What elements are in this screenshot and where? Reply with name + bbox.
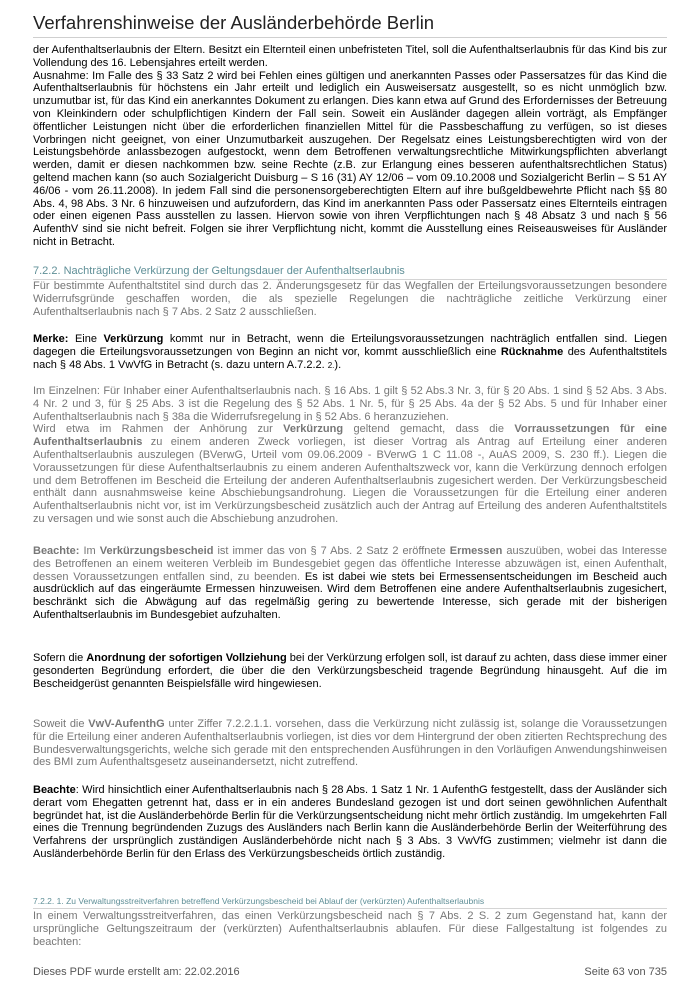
merke-note: Merke: Eine Verkürzung kommt nur in Betracht, wenn die Erteilungsvoraussetzungen nachträglich entfallen sind. Liegen dagegen die Erteilungsvoraussetzungen von Beginn an nicht vor, kommt ausschließlich eine Rücknahme des Aufenthaltstitels nach § 48 Abs. 1 VwVfG in Betracht (s. dazu untern A.7.2.2. 2.).	[33, 333, 667, 371]
beachte-zustaendigkeit-note: Beachte: Wird hinsichtlich einer Aufenthaltserlaubnis nach § 28 Abs. 1 Satz 1 Nr. 1 AufenthG festgestellt, dass der Ausländer sich derart vom Ehegatten getrennt hat, dass er in ein anderes Bundesland gezogen ist und dort seinen gewöhnlichen Aufenthalt begründet hat, ist die Ausländerbehörde Berlin für die Verkürzungsentscheidung nicht mehr örtlich zuständig. Im umgekehrten Fall eines die Trennung begründenden Zuzugs des Ausländers nach Berlin kann die Ausländerbehörde Berlin der Weiterführung des Verfahrens der ursprünglich zuständigen Ausländerbehörde nicht nach § 3 Abs. 3 VwVfG zustimmen; vielmehr ist dann die Ausländerbehörde Berlin für den Erlass des Verkürzungsbescheids örtlich zuständig.	[33, 784, 667, 860]
widerruf-paragraph: Für bestimmte Aufenthaltstitel sind durch das 2. Änderungsgesetz für das Wegfallen der Erteilungsvoraussetzungen besondere Widerrufsgründe geschaffen worden, die als spezielle Regelungen die nachträgliche zeitliche Verkürzung einer Aufenthaltserlaubnis nach § 7 Abs. 2 Satz 2 ausschließen.	[33, 280, 667, 318]
intro-paragraph: der Aufenthaltserlaubnis der Eltern. Besitzt ein Elternteil einen unbefristeten Titel, soll die Aufenthaltserlaubnis für das Kind bis zur Vollendung des 16. Lebensjahres erteilt werden.	[33, 44, 667, 69]
sofortige-vollziehung-paragraph: Sofern die Anordnung der sofortigen Vollziehung bei der Verkürzung erfolgen soll, ist darauf zu achten, dass diese immer einer gesonderten Begründung erfordert, die über die den Verkürzungsbescheid tragende Begründung hinausgeht. Auf die im Bescheidgerüst genannten Beispielsfälle wird hingewiesen.	[33, 652, 667, 690]
page-footer	[33, 966, 667, 979]
footer-page-number: Seite 63 von 735	[584, 966, 667, 978]
page-title: Verfahrenshinweise der Ausländerbehörde Berlin	[33, 12, 667, 38]
einzelnen-paragraph: Im Einzelnen: Für Inhaber einer Aufenthaltserlaubnis nach. § 16 Abs. 1 gilt § 52 Abs.3 Nr. 3, für § 20 Abs. 1 sind § 52 Abs. 3 Abs. 4 Nr. 2 und 3, für § 25 Abs. 3 ist die Regelung des § 52 Abs. 1 Nr. 5, für § 25 Abs. 4a der § 52 Abs. 5 und für Inhaber einer Aufenthaltserlaubnis nach § 38a die Widerrufsregelung in § 52 Abs. 6 heranzuziehen. Wird etwa im Rahmen der Anhörung zur Verkürzung geltend gemacht, dass die Vorraussetzungen für eine Aufenthaltserlaubnis zu einem anderen Zweck vorliegen, ist dieser Vortrag als Antrag auf Erteilung einer anderen Aufenthaltserlaubnis auszulegen (BVerwG, Urteil vom 09.06.2009 - BVerwG 1 C 11.08 -, AuAS 2009, S. 230 ff.). Liegen die Voraussetzungen für diese Aufenthaltserlaubnis zu einem anderen Aufenthaltszweck vor, kann die Verkürzung dennoch erfolgen und dem Betroffenen im Bescheid die Erteilung der anderen Aufenthaltserlaubnis zugesichert werden. Der Verkürzungsbescheid enthält dann ausnahmsweise keine Abschiebungsandrohung. Liegen die Voraussetzungen für die Erteilung einer anderen Aufenthaltserlaubnis nicht vor, ist im Verkürzungsbescheid zusätzlich auch der Antrag auf Erteilung des anderen Aufenthaltstitels zu versagen und wie sonst auch die Abschiebung anzudrohen.	[33, 385, 668, 525]
anhoerung-paragraph: Wird etwa im Rahmen der Anhörung zur Verkürzung geltend gemacht, dass die Vorraussetzungen für eine Aufenthaltserlaubnis zu einem anderen Zweck vorliegen, ist dieser Vortrag als Antrag auf Erteilung einer anderen Aufenthaltserlaubnis auszulegen (BVerwG, Urteil vom 09.06.2009 - BVerwG 1 C 11.08 -, AuAS 2009, S. 230 ff.). Liegen die Voraussetzungen für diese Aufenthaltserlaubnis zu einem anderen Aufenthaltszweck vor, kann die Verkürzung dennoch erfolgen und dem Betroffenen im Bescheid die Erteilung der anderen Aufenthaltserlaubnis zugesichert werden. Der Verkürzungsbescheid enthält dann ausnahmsweise keine Abschiebungsandrohung. Liegen die Voraussetzungen für die Erteilung einer anderen Aufenthaltserlaubnis nicht vor, ist im Verkürzungsbescheid zusätzlich auch der Antrag auf Erteilung des anderen Aufenthaltstitels zu versagen und wie sonst auch die Abschiebung anzudrohen.	[33, 423, 668, 525]
document-page	[33, 0, 667, 990]
merke-label: Merke:	[33, 333, 69, 345]
intro-section	[33, 44, 667, 249]
footer-created-date: Dieses PDF wurde erstellt am: 22.02.2016	[33, 966, 240, 978]
verwaltungsstreit-paragraph: In einem Verwaltungsstreitverfahren, das einen Verkürzungsbescheid nach § 7 Abs. 2 S. 2 zum Gegenstand hat, kann der ursprüngliche Geltungszeitraum der (verkürzten) Aufenthaltserlaubnis ablaufen. Für diese Fallgestaltung ist folgendes zu beachten:	[33, 910, 667, 948]
section-heading-7-2-2-1: 7.2.2. 1. Zu Verwaltungsstreitverfahren betreffend Verkürzungsbescheid bei Ablauf der (verkürzten) Aufenthaltserlaubnis	[33, 896, 667, 909]
ausnahme-paragraph: Ausnahme: Im Falle des § 33 Satz 2 wird bei Fehlen eines gültigen und anerkannten Passes oder Passersatzes für das Kind die Aufenthaltserlaubnis für höchstens ein Jahr erteilt und lediglich ein Ausweisersatz ausgestellt, so es nicht unmöglich bzw. unzumutbar ist, für das Kind ein anerkanntes Dokument zu erlangen. Dies kann etwa auf Grund des Erfordernisses der Betreuung von Kleinkindern oder schulpflichtigen Kindern der Fall sein. Soweit ein Ausländer dagegen allein vorträgt, als Empfänger öffentlicher Leistungen nicht über die erforderlichen finanziellen Mittel für die Passbeschaffung zu verfügen, so ist dieses Vorbringen nicht geeignet, von einer Unzumutbarkeit auszugehen. Der Regelsatz eines Leistungsberechtigten wird von der Leistungsbehörde anlassbezogen aufgestockt, wenn dem Betroffenen verwaltungsrechtliche Mitwirkungspflichten abverlangt werden, damit er diesen nachkommen bzw. seine Rechte (z.B. zur Erlangung eines besseren aufenthaltsrechtlichen Status) geltend machen kann (so auch Sozialgericht Duisburg – S 16 (31) AY 12/06 – vom 09.10.2008 und Sozialgericht Berlin – S 51 AY 46/06 - vom 26.11.2008). In jedem Fall sind die personensorgeberechtigten Eltern auf ihre bußgeldbewehrte Pflicht nach §§ 80 Abs. 4, 98 Abs. 3 Nr. 6 hinzuweisen und aufzufordern, das Kind im anerkannten Pass oder Passersatz eines Elternteils eintragen oder einen eigenen Pass ausstellen zu lassen. Hiervon sowie von ihren Verpflichtungen nach § 48 Absatz 3 und nach § 56 AufenthV sind sie nicht befreit. Folgen sie ihrer Verpflichtung nicht, kommt die Ausstellung eines Reiseausweises für Ausländer nicht in Betracht.	[33, 69, 667, 248]
vwv-paragraph: Soweit die VwV-AufenthG unter Ziffer 7.2.2.1.1. vorsehen, dass die Verkürzung nicht zulässig ist, solange die Voraussetzungen für die Erteilung einer anderen Aufenthaltserlaubnis vorliegen, ist dies vor dem Hintergrund der oben zitierten Rechtsprechung des Bundesverwaltungsgerichts, welche sich gerade mit den entsprechenden Ausführungen in den Vorläufigen Anwendungshinweisen des BMI zum Aufenthaltsgesetz auseinandersetzt, nicht zutreffend.	[33, 718, 667, 769]
section-heading-7-2-2: 7.2.2. Nachträgliche Verkürzung der Geltungsdauer der Aufenthaltserlaubnis	[33, 265, 667, 280]
beachte-ermessen-note: Beachte: Im Verkürzungsbescheid ist immer das von § 7 Abs. 2 Satz 2 eröffnete Ermessen auszuüben, wobei das Interesse des Betroffenen an einem weiteren Verbleib im Bundesgebiet gegen das öffentliche Interesse abzuwägen ist, einen Aufenthalt, dessen Voraussetzungen entfallen sind, zu beenden. Es ist dabei wie stets bei Ermessensentscheidungen im Bescheid auch ausdrücklich auf das eingeräumte Ermessen hinzuweisen. Wird dem Betroffenen eine andere Aufenthaltserlaubnis zugesichert, beschränkt sich die Abwägung auf das regelmäßig gering zu bewertende Interesse, sich gerade mit der bisherigen Aufenthaltserlaubnis im Bundesgebiet aufzuhalten.	[33, 545, 668, 621]
